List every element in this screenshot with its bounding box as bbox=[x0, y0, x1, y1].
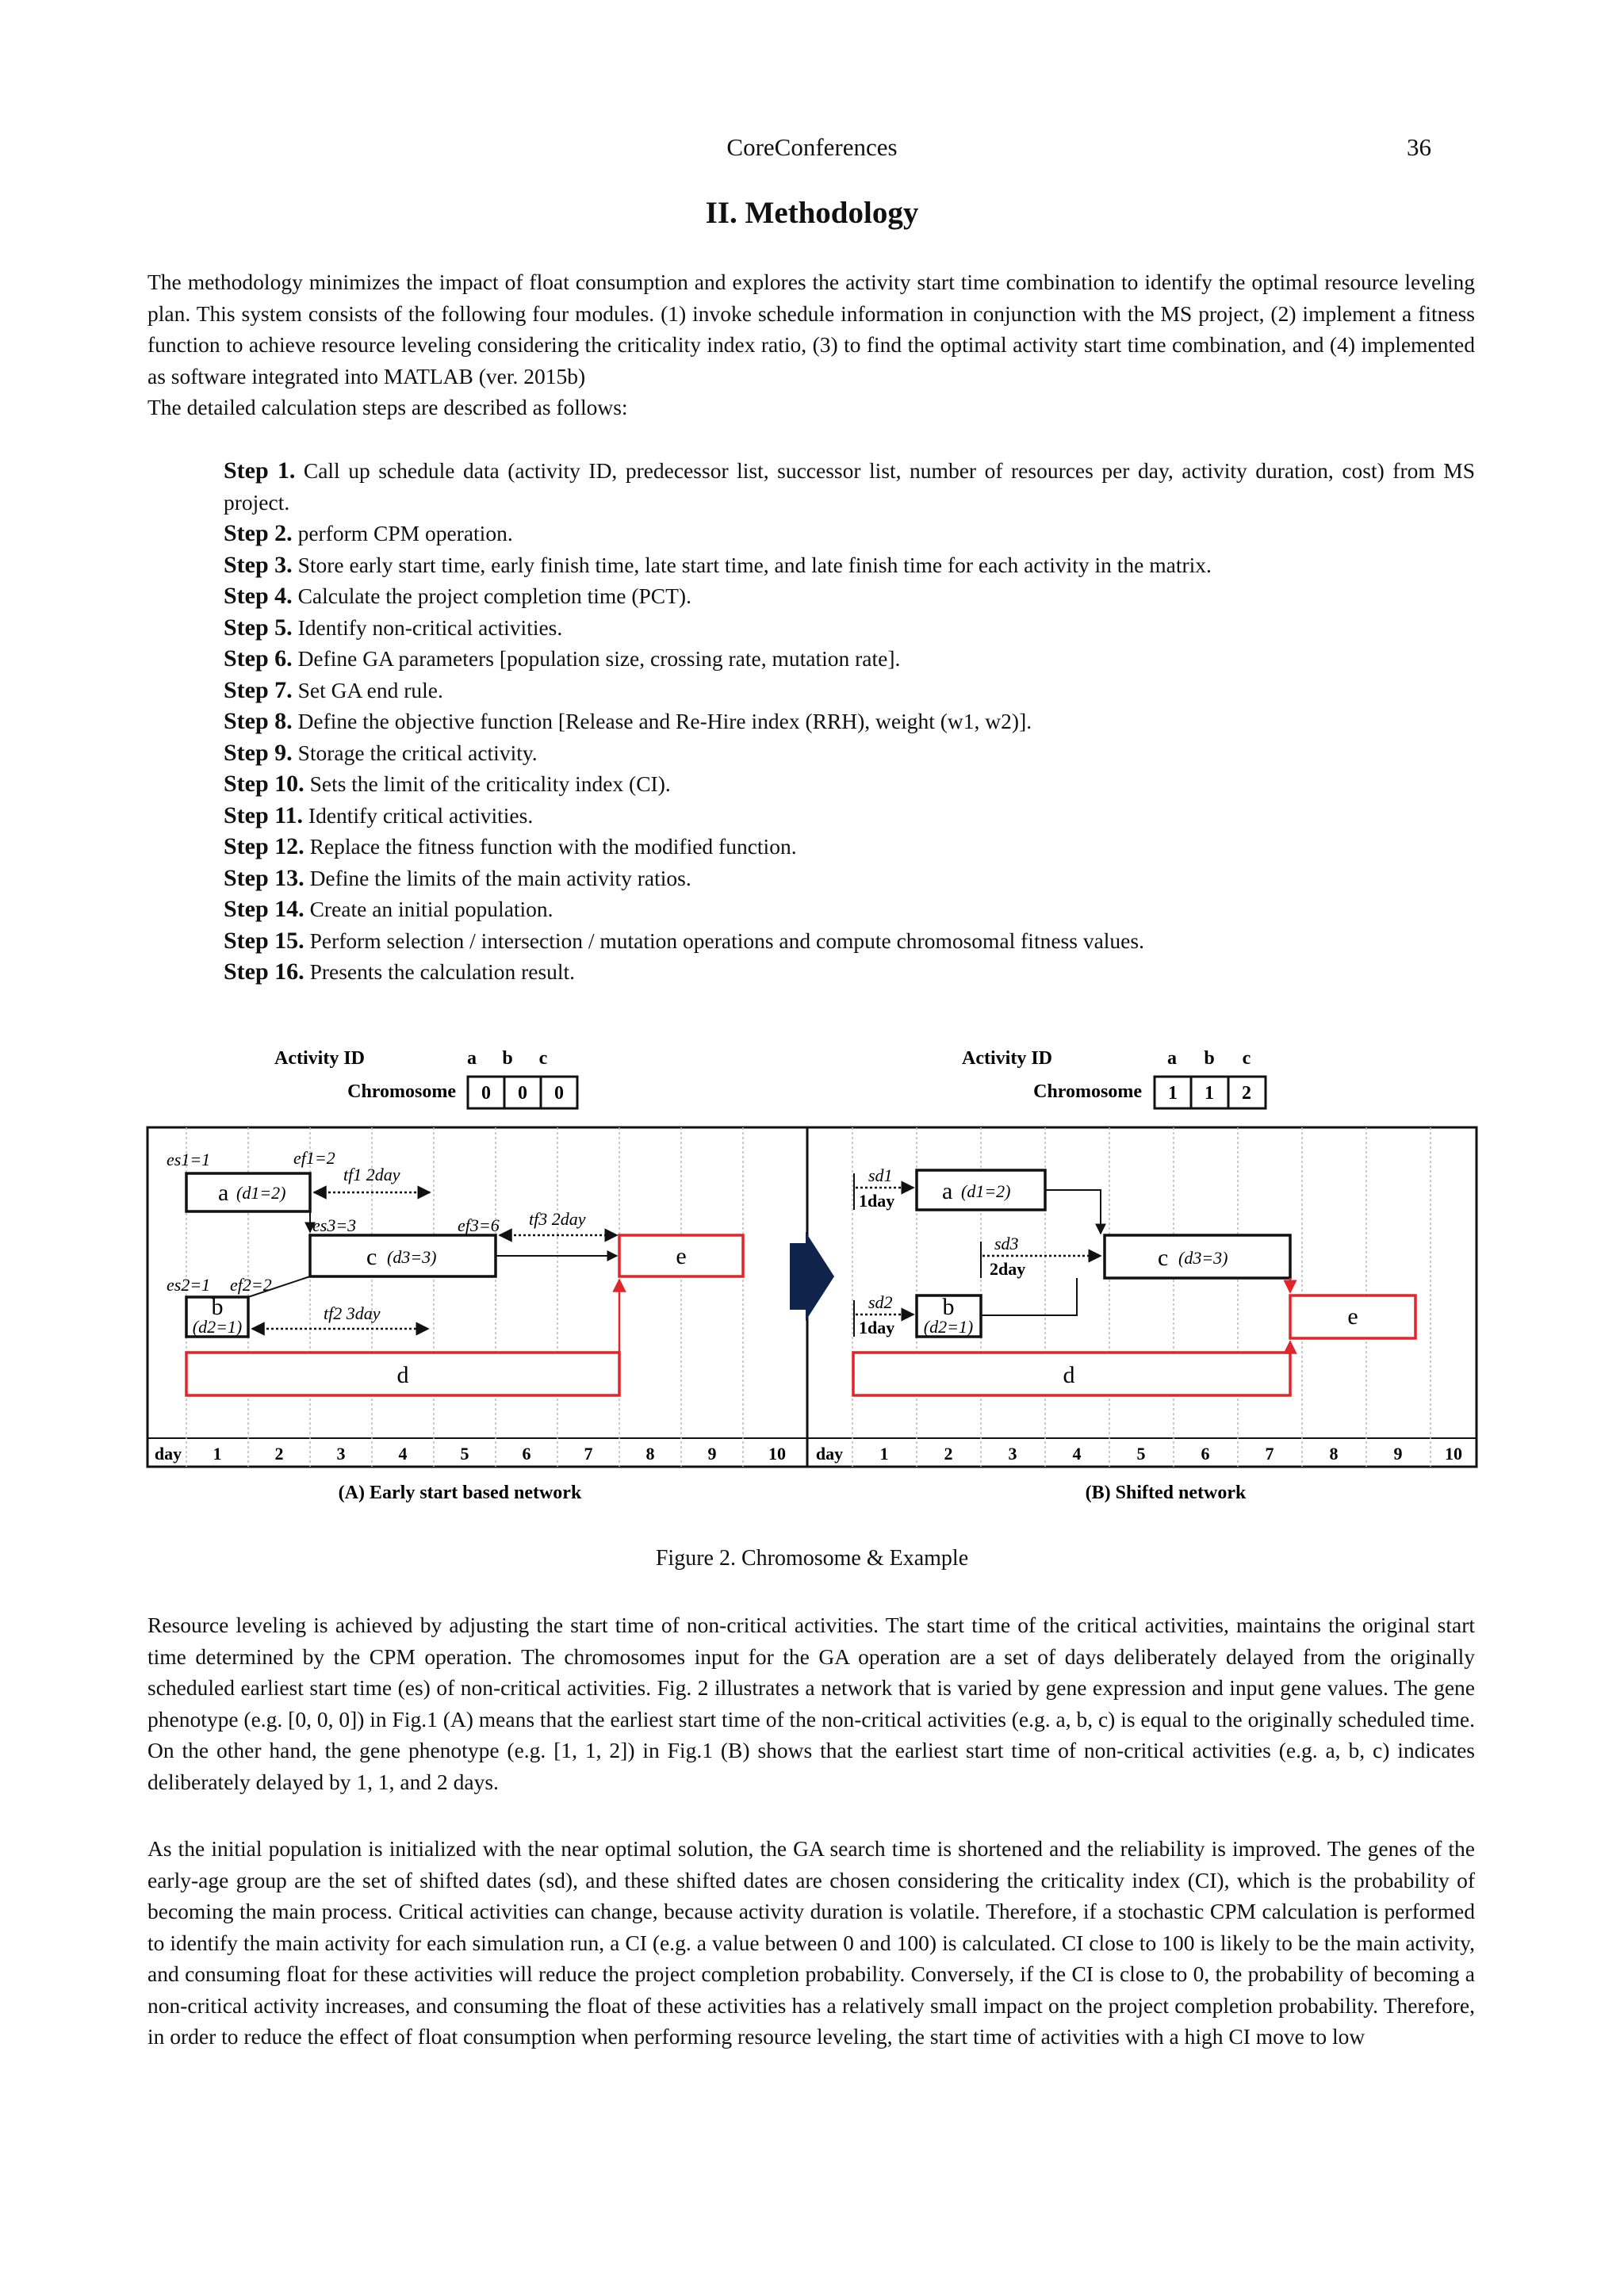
day-tick: 6 bbox=[522, 1444, 531, 1464]
journal-name: CoreConferences bbox=[726, 133, 898, 161]
activity-e-label: e bbox=[1347, 1303, 1358, 1330]
sd1-label: sd1 bbox=[868, 1165, 893, 1185]
step-text: Set GA end rule. bbox=[297, 677, 443, 702]
day-tick: 4 bbox=[1072, 1444, 1082, 1464]
left-gene-c: 0 bbox=[554, 1083, 564, 1104]
step-text: Define GA parameters [population size, crossing rate, mutation rate]. bbox=[297, 646, 901, 671]
step-item bbox=[224, 925, 1475, 957]
step-text: Presents the calculation result. bbox=[309, 959, 576, 984]
step-item bbox=[224, 800, 1475, 832]
sd1-value: 1day bbox=[859, 1191, 895, 1211]
day-tick: 10 bbox=[768, 1444, 786, 1464]
step-text: Sets the limit of the criticality index (CI). bbox=[309, 771, 671, 796]
ef2-label: ef2=2 bbox=[230, 1275, 272, 1295]
left-gene-a: 0 bbox=[481, 1083, 491, 1104]
right-chromosome-label: Chromosome bbox=[1033, 1081, 1142, 1102]
day-tick: 2 bbox=[274, 1444, 284, 1464]
activity-b-label: b bbox=[942, 1294, 955, 1320]
step-text: Identify non-critical activities. bbox=[297, 614, 563, 640]
left-activity-id-a: a bbox=[467, 1048, 477, 1069]
sd3-label: sd3 bbox=[994, 1234, 1019, 1253]
activity-b-duration: (d2=1) bbox=[923, 1317, 974, 1337]
step-item bbox=[224, 956, 1475, 988]
step-text: Call up schedule data (activity ID, predecessor list, successor list, number of resources per day, activity duration, cost) from MS project. bbox=[224, 458, 1476, 515]
step-text: Replace the fitness function with the modified function. bbox=[309, 834, 797, 859]
step-label: Step 1. bbox=[224, 457, 296, 484]
step-text: Define the limits of the main activity ratios. bbox=[309, 865, 691, 890]
right-panel-title: (B) Shifted network bbox=[1085, 1483, 1247, 1503]
step-text: Create an initial population. bbox=[309, 897, 553, 921]
left-gene-b: 0 bbox=[518, 1083, 527, 1104]
running-header bbox=[0, 133, 1624, 165]
right-activity-id-b: b bbox=[1204, 1048, 1215, 1069]
step-label: Step 8. bbox=[224, 708, 293, 734]
intro-paragraph: The methodology minimizes the impact of float consumption and explores the activity start time combination to identify the optimal resource leveling plan. This system consists of the following four modules. (1) invoke schedule information in conjunction with the MS project, (2) implement a fitness function to achieve resource leveling considering the criticality index ratio, (3) to find the optimal activity start time combination, and (4) implemented as software integrated into MATLAB (ver. 2015b) bbox=[147, 270, 1475, 388]
right-activity-id-c: c bbox=[1242, 1048, 1251, 1069]
figure-svg bbox=[143, 1031, 1483, 1522]
step-text: Calculate the project completion time (PCT). bbox=[297, 584, 691, 608]
step-label: Step 16. bbox=[224, 959, 304, 985]
day-tick: 2 bbox=[944, 1444, 953, 1464]
day-tick: 1 bbox=[213, 1444, 222, 1464]
day-tick: 6 bbox=[1201, 1444, 1210, 1464]
day-tick: 4 bbox=[398, 1444, 408, 1464]
right-activity-id-label: Activity ID bbox=[962, 1048, 1052, 1069]
activity-b-label: b bbox=[211, 1294, 224, 1320]
day-axis-label: day bbox=[154, 1444, 182, 1464]
step-label: Step 5. bbox=[224, 614, 293, 641]
tf2-label: tf2 3day bbox=[324, 1303, 381, 1323]
step-label: Step 4. bbox=[224, 583, 293, 609]
activity-a-duration: (d1=2) bbox=[236, 1183, 286, 1203]
activity-a-label: a bbox=[942, 1178, 953, 1204]
step-item bbox=[224, 768, 1475, 800]
section-title: II. Methodology bbox=[705, 196, 919, 230]
page-number: 36 bbox=[1407, 133, 1431, 161]
step-item bbox=[224, 643, 1475, 675]
step-text: Identify critical activities. bbox=[308, 802, 534, 828]
sd2-value: 1day bbox=[859, 1318, 895, 1337]
activity-d-label: d bbox=[1063, 1362, 1075, 1388]
ef3-label: ef3=6 bbox=[458, 1215, 500, 1235]
left-activity-id-label: Activity ID bbox=[274, 1048, 365, 1069]
day-tick: 5 bbox=[460, 1444, 469, 1464]
step-item bbox=[224, 706, 1475, 737]
step-text: Store early start time, early finish time, late start time, and late finish time for each activity in the matrix. bbox=[297, 552, 1212, 577]
left-chromosome-table bbox=[274, 1048, 577, 1108]
activity-c-label: c bbox=[366, 1244, 377, 1270]
left-panel-title: (A) Early start based network bbox=[338, 1483, 582, 1503]
activity-c-duration: (d3=3) bbox=[1178, 1248, 1228, 1268]
step-item bbox=[224, 831, 1475, 863]
day-tick: 9 bbox=[707, 1444, 717, 1464]
step-item bbox=[224, 863, 1475, 894]
day-axis-label: day bbox=[815, 1444, 844, 1464]
step-text: Define the objective function [Release and Re-Hire index (RRH), weight (w1, w2)]. bbox=[297, 709, 1032, 733]
day-tick: 9 bbox=[1393, 1444, 1403, 1464]
right-gene-a: 1 bbox=[1168, 1083, 1178, 1104]
left-activity-id-b: b bbox=[502, 1048, 513, 1069]
step-item bbox=[224, 580, 1475, 612]
day-tick: 3 bbox=[336, 1444, 346, 1464]
step-item bbox=[224, 549, 1475, 581]
day-tick: 8 bbox=[645, 1444, 655, 1464]
right-gene-b: 1 bbox=[1205, 1083, 1214, 1104]
sd2-label: sd2 bbox=[868, 1292, 893, 1312]
step-label: Step 13. bbox=[224, 864, 304, 891]
step-item bbox=[224, 612, 1475, 644]
step-label: Step 14. bbox=[224, 896, 304, 922]
figure-caption: Figure 2. Chromosome & Example bbox=[655, 1546, 969, 1571]
step-label: Step 9. bbox=[224, 739, 293, 766]
sd3-value: 2day bbox=[990, 1259, 1026, 1279]
body-paragraph-3: As the initial population is initialized with the near optimal solution, the GA search time is shortened and the reliability is improved. The genes of the early-age group are the set of shifted dates (sd), and these shifted dates are chosen considering the criticality index (CI), which is the probability of becoming the main process. Critical activities can change, because activity duration is volatile. Therefore, if a stochastic CPM calculation is performed to identify the main activity for each simulation run, a CI (e.g. a value between 0 and 100) is calculated. CI close to 100 is likely to be the main activity, and consuming float for these activities will reduce the project completion probability. Conversely, if the CI is close to 0, the probability of becoming a non-critical activity increases, and consuming the float of these activities has a relatively small impact on the project completion probability. Therefore, in order to reduce the effect of float consumption when performing resource leveling, the start time of activities with a high CI move to low bbox=[147, 1836, 1475, 2049]
right-activity-id-a: a bbox=[1167, 1048, 1177, 1069]
activity-b-duration: (d2=1) bbox=[192, 1317, 243, 1337]
day-tick: 10 bbox=[1445, 1444, 1462, 1464]
step-label: Step 12. bbox=[224, 833, 304, 859]
es3-label: es3=3 bbox=[312, 1215, 357, 1235]
activity-a-duration: (d1=2) bbox=[961, 1181, 1011, 1201]
day-tick: 3 bbox=[1008, 1444, 1017, 1464]
activity-d-label: d bbox=[396, 1362, 409, 1388]
body-paragraph-2: Resource leveling is achieved by adjusting the start time of non-critical activities. The start time of the critical activities, maintains the original start time determined by the CPM operation. The chromosomes input for the GA operation are a set of days deliberately delayed from the originally scheduled earliest start time (es) of non-critical activities. Fig. 2 illustrates a network that is varied by gene expression and input gene values. The gene phenotype (e.g. [0, 0, 0]) in Fig.1 (A) means that the earliest start time of the non-critical activities (e.g. a, b, c) is equal to the originally scheduled time. On the other hand, the gene phenotype (e.g. [1, 1, 2]) in Fig.1 (B) shows that the earliest start time of non-critical activities (e.g. a, b, c) indicates deliberately delayed by 1, 1, and 2 days. bbox=[147, 1613, 1475, 1794]
day-tick: 5 bbox=[1136, 1444, 1146, 1464]
step-item bbox=[224, 518, 1475, 549]
left-activity-id-c: c bbox=[538, 1048, 548, 1069]
figure-chromosome-example bbox=[143, 1031, 1483, 1522]
activity-a-label: a bbox=[218, 1180, 229, 1206]
intro-last-line: The detailed calculation steps are described as follows: bbox=[147, 395, 628, 419]
tf3-label: tf3 2day bbox=[529, 1209, 586, 1229]
step-label: Step 6. bbox=[224, 645, 293, 672]
step-item bbox=[224, 894, 1475, 925]
activity-c-duration: (d3=3) bbox=[387, 1247, 437, 1267]
step-label: Step 2. bbox=[224, 520, 293, 546]
step-text: Storage the critical activity. bbox=[297, 740, 538, 765]
day-tick: 8 bbox=[1329, 1444, 1339, 1464]
ef1-label: ef1=2 bbox=[293, 1148, 335, 1168]
left-chromosome-label: Chromosome bbox=[347, 1081, 456, 1102]
es2-label: es2=1 bbox=[167, 1275, 211, 1295]
day-tick: 1 bbox=[879, 1444, 889, 1464]
step-text: Perform selection / intersection / mutation operations and compute chromosomal fitness values. bbox=[309, 928, 1144, 953]
step-text: perform CPM operation. bbox=[297, 521, 513, 545]
step-item bbox=[224, 675, 1475, 706]
step-item bbox=[224, 737, 1475, 769]
activity-c-label: c bbox=[1158, 1245, 1169, 1271]
activity-e-label: e bbox=[676, 1243, 687, 1269]
step-label: Step 3. bbox=[224, 551, 293, 578]
step-label: Step 10. bbox=[224, 771, 304, 797]
step-item bbox=[224, 455, 1475, 518]
es1-label: es1=1 bbox=[167, 1150, 211, 1169]
calculation-steps-list bbox=[224, 455, 1475, 988]
step-label: Step 7. bbox=[224, 676, 293, 703]
step-label: Step 11. bbox=[224, 802, 304, 828]
right-gene-c: 2 bbox=[1242, 1083, 1251, 1104]
day-tick: 7 bbox=[1265, 1444, 1274, 1464]
step-label: Step 15. bbox=[224, 927, 304, 954]
tf1-label: tf1 2day bbox=[343, 1165, 400, 1184]
right-chromosome-table bbox=[962, 1048, 1266, 1108]
day-tick: 7 bbox=[584, 1444, 593, 1464]
